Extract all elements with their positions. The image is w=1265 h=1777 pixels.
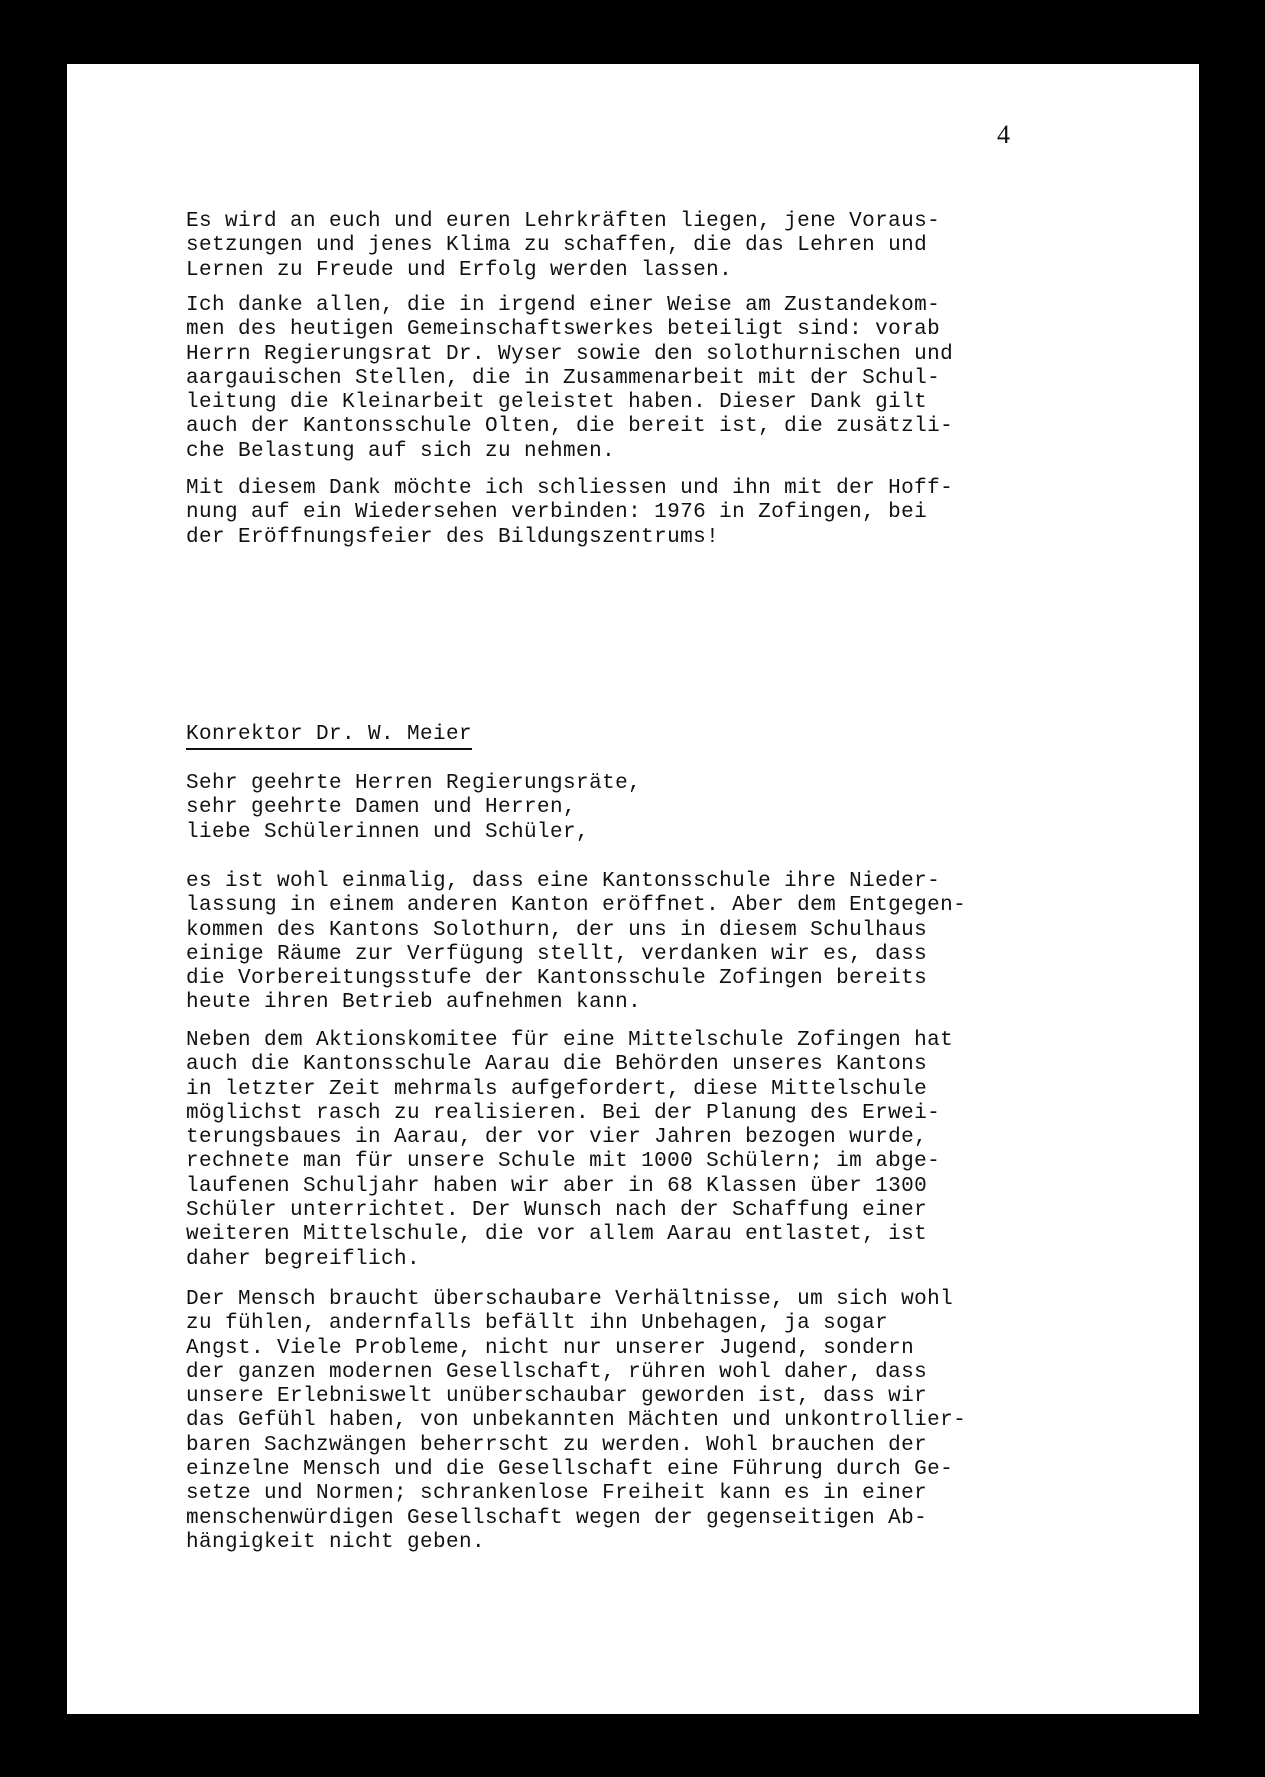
paragraph-thanks: Ich danke allen, die in irgend einer Weise am Zustandekom- men des heutigen Gemeinschaftswerkes beteiligt sind: vorab Herrn Regierungsrat Dr. Wyser sowie den solothurnischen und aargauischen Stellen, die in Zusammenarbeit mit der Schul- leitung die Kleinarbeit geleistet haben. Dieser Dank gilt auch der Kantonsschule Olten, die bereit ist, die zusätzli- che Belastung auf sich zu nehmen. [186,294,954,463]
paragraph-opening: es ist wohl einmalig, dass eine Kantonsschule ihre Nieder- lassung in einem anderen Kanton eröffnet. Aber dem Entgegen- kommen des Kantons Solothurn, der uns in diesem Schulhaus einige Räume zur Verfügung stellt, verdanken wir es, dass die Vorbereitungsstufe der Kantonsschule Zofingen bereits heute ihren Betrieb aufnehmen kann. [186,870,967,1015]
document-page [67,64,1199,1714]
paragraph-closing-remarks: Es wird an euch und euren Lehrkräften liegen, jene Voraus- setzungen und jenes Klima zu schaffen, die das Lehren und Lernen zu Freude und Erfolg werden lassen. [186,210,941,282]
page-number: 4 [997,120,1010,149]
paragraph-aarau: Neben dem Aktionskomitee für eine Mittelschule Zofingen hat auch die Kantonsschule Aarau die Behörden unseres Kantons in letzter Zeit mehrmals aufgefordert, diese Mittelschule möglichst rasch zu realisieren. Bei der Planung des Erwei- terungsbaues in Aarau, der vor vier Jahren bezogen wurde, rechnete man für unsere Schule mit 1000 Schülern; im abge- laufenen Schuljahr haben wir aber in 68 Klassen über 1300 Schüler unterrichtet. Der Wunsch nach der Schaffung einer weiteren Mittelschule, die vor allem Aarau entlastet, ist daher begreiflich. [186,1029,954,1271]
paragraph-society: Der Mensch braucht überschaubare Verhältnisse, um sich wohl zu fühlen, andernfalls befällt ihn Unbehagen, ja sogar Angst. Viele Probleme, nicht nur unserer Jugend, sondern der ganzen modernen Gesellschaft, rühren wohl daher, dass unsere Erlebniswelt unüberschaubar geworden ist, dass wir das Gefühl haben, von unbekannten Mächten und unkontrollier- baren Sachzwängen beherrscht zu werden. Wohl brauchen der einzelne Mensch und die Gesellschaft eine Führung durch Ge- setze und Normen; schrankenlose Freiheit kann es in einer menschenwürdigen Gesellschaft wegen der gegenseitigen Ab- hängigkeit nicht geben. [186,1288,967,1554]
salutation: Sehr geehrte Herren Regierungsräte, sehr geehrte Damen und Herren, liebe Schülerinnen und Schüler, [186,772,642,844]
speaker-heading: Konrektor Dr. W. Meier [186,723,472,750]
paragraph-farewell: Mit diesem Dank möchte ich schliessen und ihn mit der Hoff- nung auf ein Wiedersehen verbinden: 1976 in Zofingen, bei der Eröffnungsfeier des Bildungszentrums! [186,477,954,549]
